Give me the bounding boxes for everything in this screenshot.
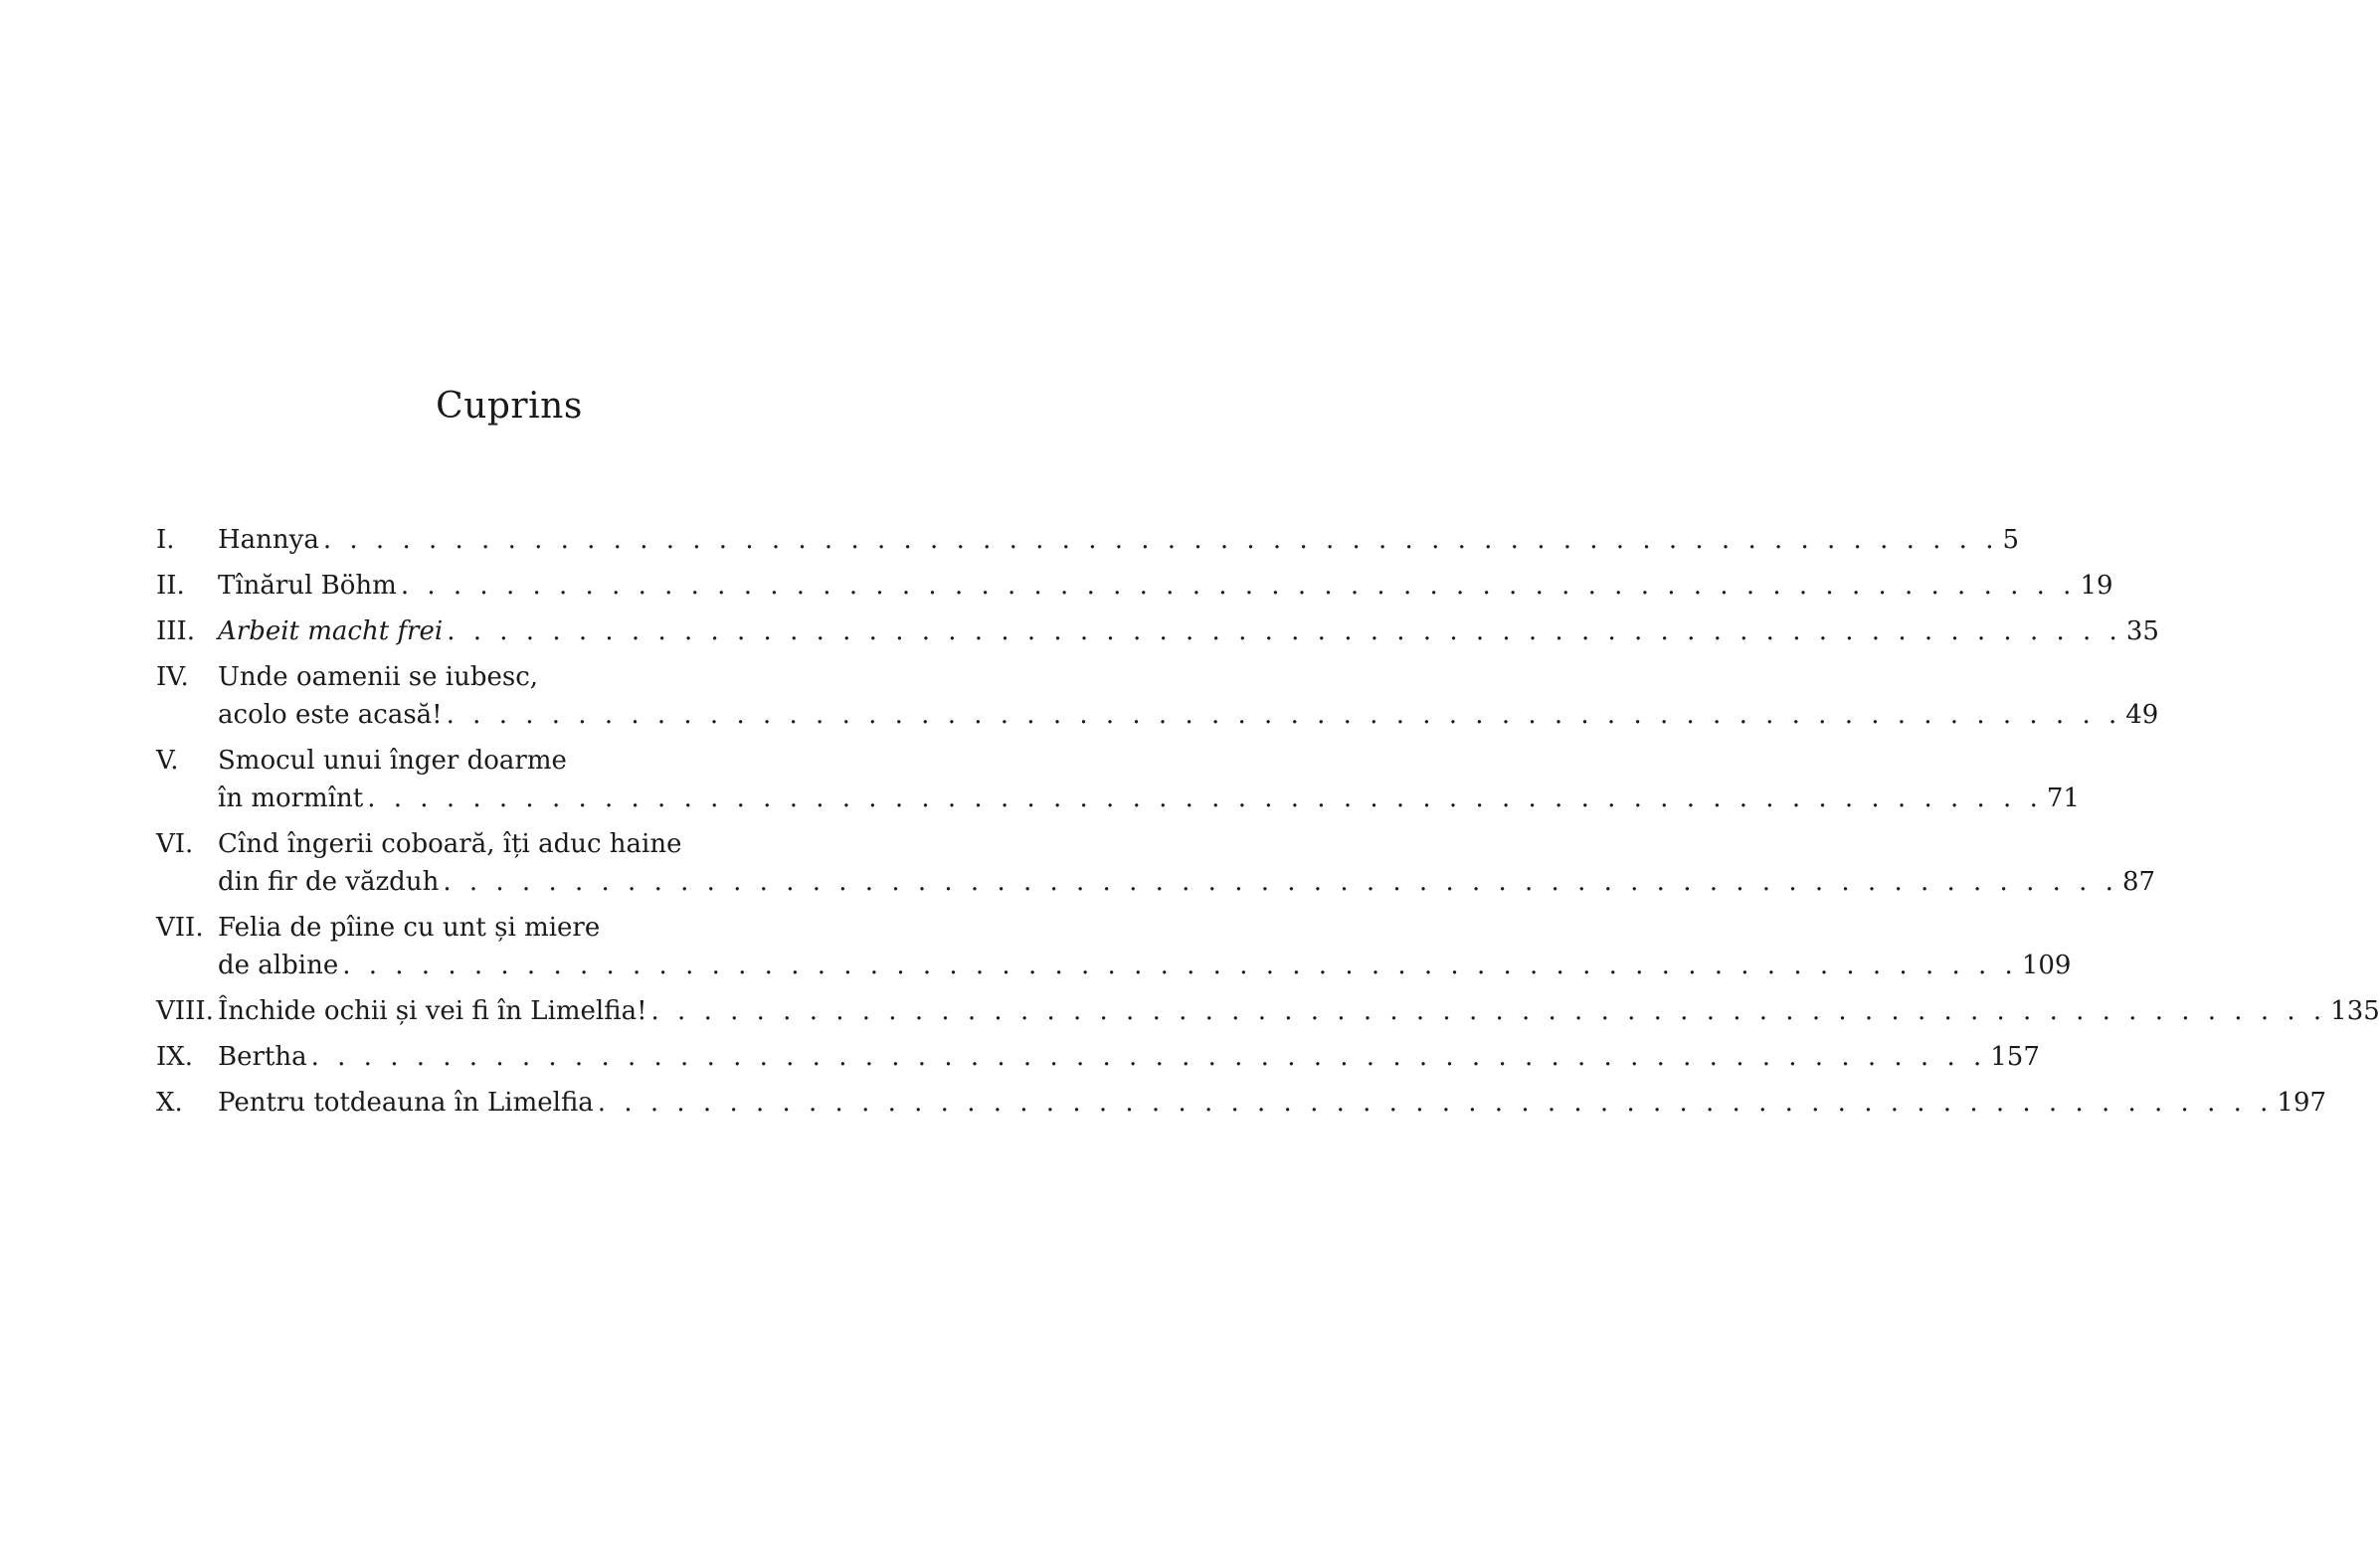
page-number: 19 <box>2080 571 2113 601</box>
chapter-number: IV. <box>156 662 189 692</box>
chapter-title-line: Felia de pîine cu unt și miere <box>218 913 601 943</box>
page-number: 5 <box>2002 525 2020 555</box>
chapter-title: Hannya <box>218 525 319 555</box>
chapter-title-line: Unde oamenii se iubesc, <box>218 662 539 692</box>
chapter-title: acolo este acasă! <box>218 700 443 730</box>
chapter-number: II. <box>156 571 185 601</box>
chapter-title-line: Smocul unui înger doarme <box>218 746 567 776</box>
chapter-number: III. <box>156 616 196 646</box>
dot-leader: . . . . . . . . . . . . . . . . . . . . . . . . . . . . . . . . . . . . . . . . . . . . . . . . . . . . . . . . . . . . . . . . <box>597 1088 2274 1118</box>
page-number: 109 <box>2021 951 2072 980</box>
dot-leader: . . . . . . . . . . . . . . . . . . . . . . . . . . . . . . . . . . . . . . . . . . . . . . . . . . . . . . . . . . . . . . . . <box>342 951 2018 980</box>
dot-leader: . . . . . . . . . . . . . . . . . . . . . . . . . . . . . . . . . . . . . . . . . . . . . . . . . . . . . . . . . . . . . . . . <box>367 783 2043 813</box>
dot-leader: . . . . . . . . . . . . . . . . . . . . . . . . . . . . . . . . . . . . . . . . . . . . . . . . . . . . . . . . . . . . . . . . <box>446 700 2122 730</box>
page-number: 197 <box>2277 1088 2327 1118</box>
toc-entry-7[interactable] <box>156 909 2072 984</box>
dot-leader: . . . . . . . . . . . . . . . . . . . . . . . . . . . . . . . . . . . . . . . . . . . . . . . . . . . . . . . . . . . . . . . . <box>322 525 1999 555</box>
toc-entry-10[interactable] <box>156 1084 2327 1122</box>
page-number: 135 <box>2330 996 2380 1026</box>
dot-leader: . . . . . . . . . . . . . . . . . . . . . . . . . . . . . . . . . . . . . . . . . . . . . . . . . . . . . . . . . . . . . . . . <box>443 867 2118 897</box>
dot-leader: . . . . . . . . . . . . . . . . . . . . . . . . . . . . . . . . . . . . . . . . . . . . . . . . . . . . . . . . . . . . . . . . <box>650 996 2327 1026</box>
page-number: 71 <box>2046 783 2080 813</box>
toc-entry-1[interactable] <box>156 521 2020 559</box>
chapter-title: Arbeit macht frei <box>218 616 444 646</box>
chapter-number: VII. <box>156 913 204 943</box>
toc-entry-9[interactable] <box>156 1038 2040 1076</box>
toc-entry-4[interactable] <box>156 658 2159 734</box>
toc-entry-2[interactable] <box>156 567 2113 605</box>
chapter-title: Închide ochii și vei fi în Limelfia! <box>218 996 647 1026</box>
chapter-number: I. <box>156 525 175 555</box>
chapter-title: Bertha <box>218 1042 307 1072</box>
chapter-title: din fir de văzduh <box>218 867 440 897</box>
chapter-title-line: Cînd îngerii coboară, îți aduc haine <box>218 829 682 859</box>
chapter-number: VI. <box>156 829 194 859</box>
chapter-title: de albine <box>218 951 339 980</box>
page-number: 157 <box>1990 1042 2040 1072</box>
chapter-number: IX. <box>156 1042 194 1072</box>
chapter-number: X. <box>156 1088 183 1118</box>
dot-leader: . . . . . . . . . . . . . . . . . . . . . . . . . . . . . . . . . . . . . . . . . . . . . . . . . . . . . . . . . . . . . . . . <box>400 571 2077 601</box>
page-title: Cuprins <box>436 386 583 427</box>
dot-leader: . . . . . . . . . . . . . . . . . . . . . . . . . . . . . . . . . . . . . . . . . . . . . . . . . . . . . . . . . . . . . . . . <box>447 616 2122 646</box>
toc-entry-3[interactable] <box>156 612 2159 650</box>
chapter-title: Tînărul Böhm <box>218 571 397 601</box>
chapter-number: VIII. <box>156 996 214 1026</box>
table-of-contents <box>156 521 2380 1122</box>
page-number: 49 <box>2125 700 2159 730</box>
chapter-title: în mormînt <box>218 783 364 813</box>
toc-entry-5[interactable] <box>156 742 2080 817</box>
dot-leader: . . . . . . . . . . . . . . . . . . . . . . . . . . . . . . . . . . . . . . . . . . . . . . . . . . . . . . . . . . . . . . . . <box>310 1042 1987 1072</box>
toc-entry-8[interactable] <box>156 992 2380 1030</box>
chapter-title: Pentru totdeauna în Limelfia <box>218 1088 594 1118</box>
page-number: 87 <box>2121 867 2156 897</box>
chapter-number: V. <box>156 746 179 776</box>
page-number: 35 <box>2125 616 2159 646</box>
toc-entry-6[interactable] <box>156 825 2156 901</box>
